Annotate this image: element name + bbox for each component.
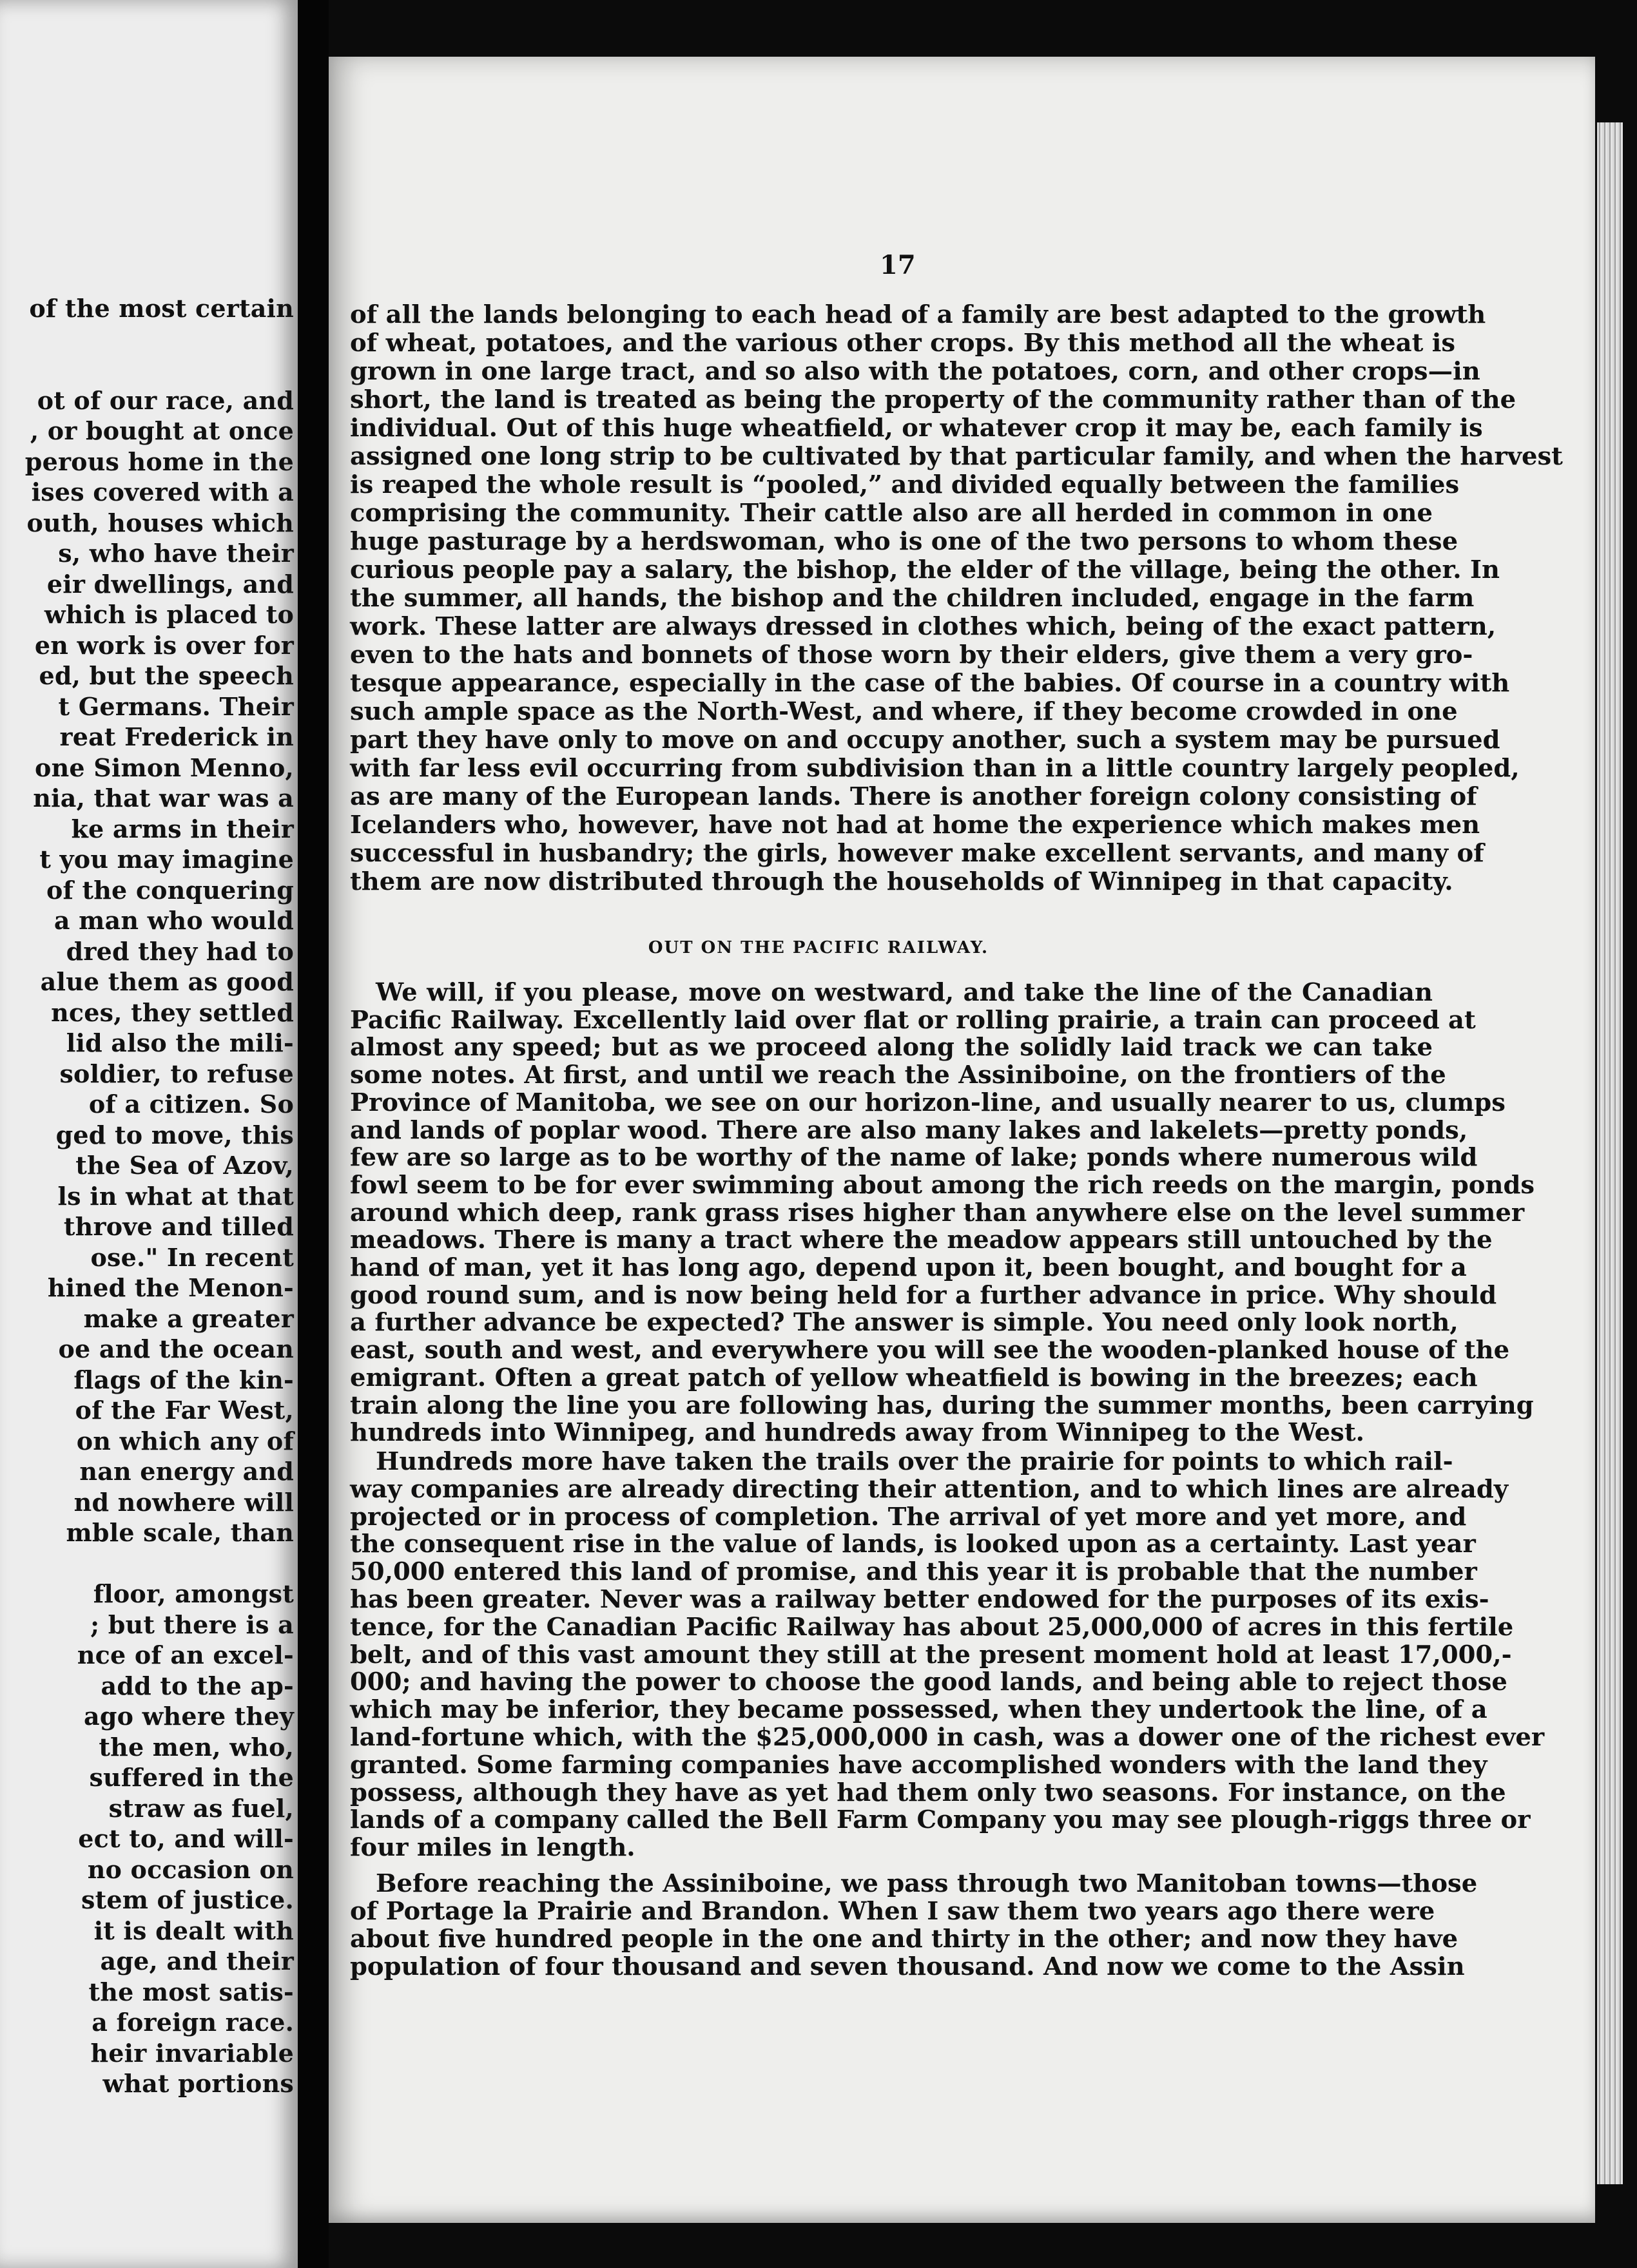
text-line: such ample space as the North-West, and where, if they become crowded in one [350, 697, 1458, 726]
left-page-line: oe and the ocean [58, 1334, 294, 1363]
left-page-fragment [0, 0, 298, 2268]
text-line: almost any speed; but as we proceed along the solidly laid track we can take [350, 1033, 1433, 1062]
text-line: has been greater. Never was a railway better endowed for the purposes of its exis- [350, 1585, 1489, 1614]
left-page-line: nd nowhere will [73, 1487, 294, 1517]
left-page-line: suffered in the [89, 1763, 294, 1792]
text-line: population of four thousand and seven thousand. And now we come to the Assin [350, 1952, 1465, 1981]
text-line: good round sum, and is now being held for a further advance in price. Why should [350, 1280, 1497, 1310]
text-line: four miles in length. [350, 1833, 635, 1863]
page-number: 17 [880, 250, 916, 280]
left-page-line: perous home in the [24, 447, 294, 476]
left-page-line: hined the Menon- [47, 1273, 294, 1302]
text-line: around which deep, rank grass rises higher than anywhere else on the level summer [350, 1198, 1525, 1227]
left-page-line: nce of an excel- [77, 1640, 294, 1669]
left-page-line: dred they had to [66, 936, 294, 966]
left-page-line: soldier, to refuse [59, 1059, 294, 1088]
section-heading: OUT ON THE PACIFIC RAILWAY. [648, 938, 989, 957]
left-page-line: , or bought at once [30, 416, 294, 445]
left-page-line: which is placed to [44, 600, 294, 629]
text-line: possess, although they have as yet had them only two seasons. For instance, on the [350, 1778, 1506, 1807]
left-page-line: the Sea of Azov, [75, 1151, 294, 1180]
text-line: as are many of the European lands. There is another foreign colony consisting of [350, 782, 1477, 811]
left-page-line: ged to move, this [55, 1120, 294, 1149]
left-page-line: ot of our race, and [37, 385, 294, 415]
text-line: few are so large as to be worthy of the name of lake; ponds where numerous wild [350, 1143, 1478, 1173]
text-line: lands of a company called the Bell Farm Company you may see plough-riggs three or [350, 1805, 1531, 1835]
left-page-line: ed, but the speech [39, 661, 294, 690]
text-line: individual. Out of this huge wheatfield, or whatever crop it may be, each family is [350, 414, 1483, 443]
left-page-line: of a citizen. So [88, 1090, 294, 1119]
text-line: way companies are already directing their attention, and to which lines are already [350, 1474, 1509, 1504]
text-line: We will, if you please, move on westward, and take the line of the Canadian [376, 978, 1433, 1007]
left-page-line: ; but there is a [90, 1610, 294, 1639]
left-page-line: en work is over for [34, 630, 294, 660]
text-line: which may be inferior, they became possessed, when they undertook the line, of a [350, 1695, 1487, 1725]
left-page-line: nia, that war was a [33, 783, 294, 812]
text-line: a further advance be expected? The answer is simple. You need only look north, [350, 1308, 1458, 1338]
left-page-line: age, and their [100, 1946, 294, 1975]
text-line: tence, for the Canadian Pacific Railway has about 25,000,000 of acres in this fertile [350, 1612, 1514, 1642]
text-line: 000; and having the power to choose the good lands, and being able to reject those [350, 1667, 1507, 1697]
text-line: projected or in process of completion. The arrival of yet more and yet more, and [350, 1502, 1467, 1532]
text-line: of Portage la Prairie and Brandon. When I saw them two years ago there were [350, 1897, 1435, 1926]
text-line: 50,000 entered this land of promise, and this year it is probable that the number [350, 1557, 1477, 1587]
left-page-line: of the Far West, [75, 1396, 294, 1425]
left-page-line: make a greater [83, 1303, 294, 1333]
text-line: assigned one long strip to be cultivated by that particular family, and when the harvest [350, 442, 1563, 471]
text-line: of wheat, potatoes, and the various other crops. By this method all the wheat is [350, 329, 1456, 358]
text-line: hand of man, yet it has long ago, depend upon it, been bought, and bought for a [350, 1253, 1467, 1282]
text-line: about five hundred people in the one and thirty in the other; and now they have [350, 1925, 1458, 1954]
left-page-line: alue them as good [40, 967, 294, 996]
text-line: them are now distributed through the households of Winnipeg in that capacity. [350, 867, 1453, 896]
text-line: Hundreds more have taken the trails over the prairie for points to which rail- [376, 1447, 1453, 1476]
left-page-line: of the most certain [29, 294, 294, 323]
left-page-line: ke arms in their [71, 814, 294, 843]
left-page-line: heir invariable [90, 2038, 294, 2068]
text-line: Icelanders who, however, have not had at home the experience which makes men [350, 811, 1480, 840]
book-gutter [298, 0, 329, 2268]
left-page-line: ose." In recent [90, 1242, 294, 1272]
left-page-line: the most satis- [88, 1977, 294, 2006]
left-page-line: nan energy and [79, 1457, 294, 1486]
text-line: east, south and west, and everywhere you will see the wooden-planked house of the [350, 1336, 1510, 1365]
left-page-line: add to the ap- [101, 1671, 294, 1700]
text-line: fowl seem to be for ever swimming about among the rich reeds on the margin, ponds [350, 1170, 1535, 1200]
text-line: hundreds into Winnipeg, and hundreds away from Winnipeg to the West. [350, 1418, 1365, 1448]
text-line: short, the land is treated as being the property of the community rather than of the [350, 385, 1516, 414]
text-line: work. These latter are always dressed in clothes which, being of the exact pattern, [350, 612, 1497, 641]
left-page-line: on which any of [76, 1426, 294, 1456]
left-page-line: nces, they settled [51, 997, 294, 1027]
text-line: part they have only to move on and occupy another, such a system may be pursued [350, 726, 1500, 754]
text-line: and lands of poplar wood. There are also many lakes and lakelets—pretty ponds, [350, 1115, 1468, 1145]
left-page-line: throve and tilled [63, 1212, 294, 1241]
text-line: meadows. There is many a tract where the meadow appears still untouched by the [350, 1225, 1493, 1255]
text-line: of all the lands belonging to each head of a family are best adapted to the growth [350, 300, 1486, 329]
left-page-line: one Simon Menno, [35, 753, 294, 782]
text-line: Province of Manitoba, we see on our horizon-line, and usually nearer to us, clumps [350, 1088, 1506, 1117]
left-page-line: ises covered with a [31, 477, 294, 506]
text-line: land-fortune which, with the $25,000,000 in cash, was a dower one of the richest ever [350, 1723, 1545, 1752]
left-page-line: outh, houses which [26, 508, 294, 537]
text-line: is reaped the whole result is “pooled,” and divided equally between the families [350, 470, 1460, 499]
text-line: Before reaching the Assiniboine, we pass through two Manitoban towns—those [376, 1869, 1478, 1898]
left-page-line: ect to, and will- [78, 1824, 294, 1853]
left-page-line: no occasion on [87, 1854, 294, 1884]
left-page-line: s, who have their [58, 539, 294, 568]
text-line: emigrant. Often a great patch of yellow wheatfield is bowing in the breezes; each [350, 1363, 1478, 1392]
page-edges [1597, 122, 1623, 2184]
left-page-line: stem of justice. [81, 1885, 294, 1914]
text-line: comprising the community. Their cattle also are all herded in common in one [350, 499, 1433, 528]
left-page-line: t Germans. Their [58, 691, 294, 721]
left-page-line: lid also the mili- [66, 1028, 294, 1057]
left-page-line: t you may imagine [39, 845, 294, 874]
text-line: Pacific Railway. Excellently laid over flat or rolling prairie, a train can proceed at [350, 1005, 1476, 1035]
left-page-line: reat Frederick in [59, 722, 294, 751]
left-page-line: of the conquering [46, 875, 294, 905]
left-page-line: a man who would [53, 906, 294, 935]
left-page-line: mble scale, than [66, 1518, 294, 1547]
left-page-line: the men, who, [99, 1732, 294, 1762]
text-line: grown in one large tract, and so also with the potatoes, corn, and other crops—in [350, 357, 1480, 386]
text-line: even to the hats and bonnets of those worn by their elders, give them a very gro- [350, 640, 1473, 669]
text-line: huge pasturage by a herdswoman, who is one of the two persons to whom these [350, 527, 1458, 556]
left-page-line: eir dwellings, and [46, 569, 294, 599]
left-page-line: ago where they [84, 1702, 294, 1731]
left-page-line: it is dealt with [93, 1916, 294, 1945]
text-line: train along the line you are following has, during the summer months, been carrying [350, 1390, 1534, 1420]
text-line: with far less evil occurring from subdivision than in a little country largely peopled, [350, 754, 1520, 783]
left-page-line: flags of the kin- [73, 1365, 294, 1394]
text-line: the consequent rise in the value of lands, is looked upon as a certainty. Last year [350, 1530, 1476, 1559]
text-line: the summer, all hands, the bishop and the children included, engage in the farm [350, 584, 1475, 613]
text-line: granted. Some farming companies have accomplished wonders with the land they [350, 1750, 1487, 1780]
left-page-line: what portions [102, 2069, 294, 2098]
left-page-line: a foreign race. [92, 2008, 294, 2037]
text-line: curious people pay a salary, the bishop, the elder of the village, being the other. In [350, 555, 1500, 584]
text-line: successful in husbandry; the girls, however make excellent servants, and many of [350, 839, 1484, 868]
left-page-line: ls in what at that [57, 1181, 294, 1211]
left-page-line: floor, amongst [93, 1579, 294, 1608]
text-line: tesque appearance, especially in the case of the babies. Of course in a country with [350, 669, 1510, 698]
left-page-line: straw as fuel, [108, 1793, 294, 1823]
text-line: belt, and of this vast amount they still at the present moment hold at least 17,000,- [350, 1640, 1512, 1669]
text-line: some notes. At first, and until we reach the Assiniboine, on the frontiers of the [350, 1061, 1446, 1090]
